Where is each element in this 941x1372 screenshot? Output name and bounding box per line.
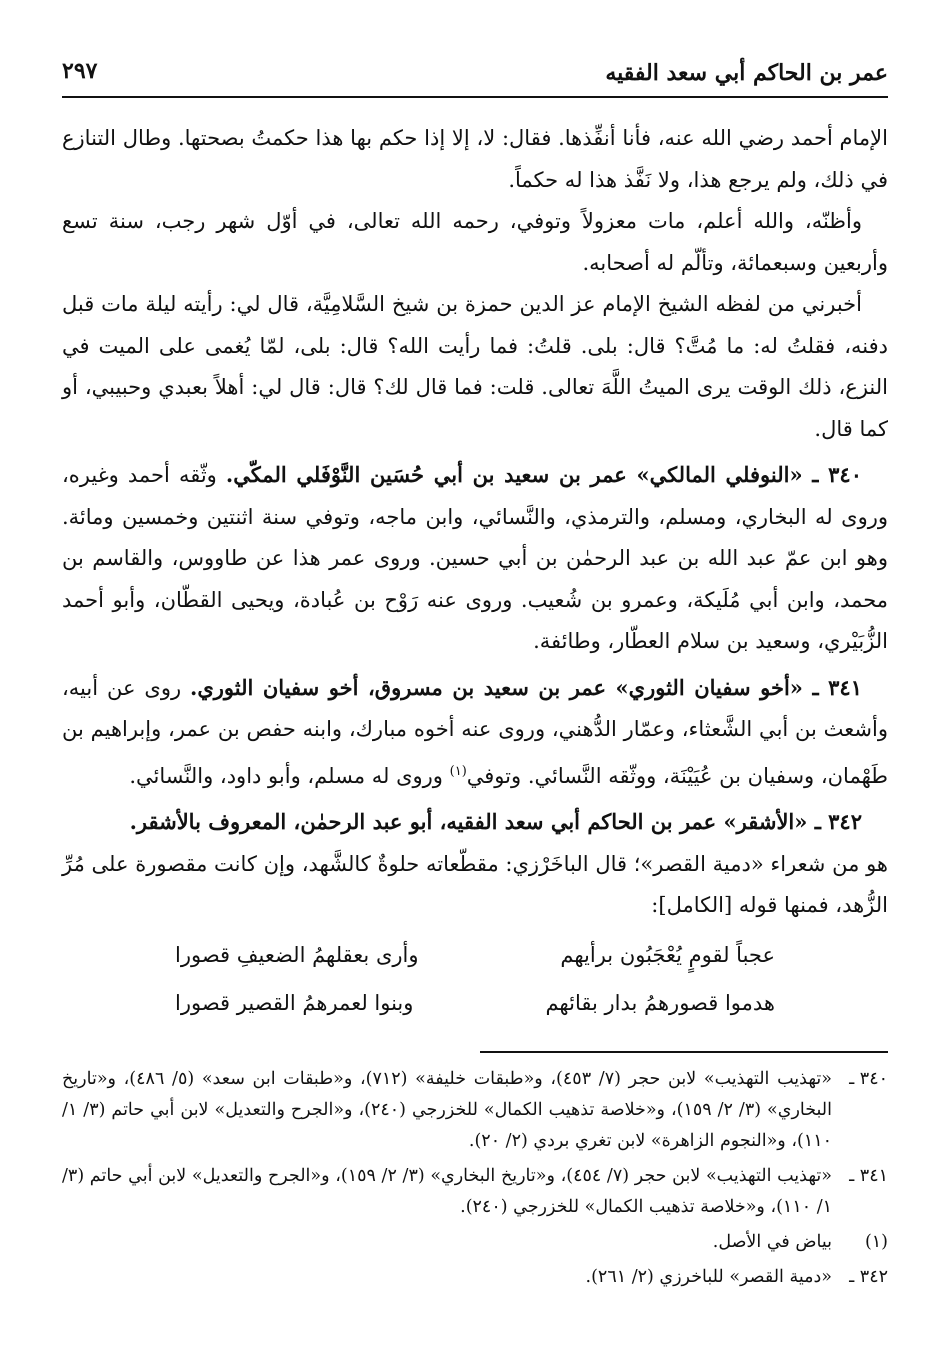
- footnote-number: ٣٤١ ـ: [849, 1166, 888, 1186]
- footnote: [62, 1161, 888, 1223]
- footnote-rule: [480, 1051, 888, 1053]
- footnote-text: «تهذيب التهذيب» لابن حجر (٧/ ٤٥٣)، و«طبقات خليفة» (٧١٢)، و«طبقات ابن سعد» (٥/ ٤٨٦)، و«تاريخ البخاري» (٣/ ٢/ ١٥٩)، و«خلاصة تذهيب الكمال» للخزرجي (٢٤٠)، و«الجرح والتعديل» لابن أبي حاتم (٣/ ١/ ١١٠)، و«النجوم الزاهرة» لابن تغري بردي (٢/ ٢٠).: [62, 1069, 833, 1151]
- paragraph: وأظنّه، والله أعلم، مات معزولاً وتوفي، رحمه الله تعالى، في أوّل شهر رجب، سنة تسع وأربعين وسبعمائة، وتألّم له أصحابه.: [62, 209, 888, 275]
- verse-second-hemistich: وبنوا لعمرهمُ القصير قصورا: [175, 990, 414, 1015]
- verse-line: [62, 979, 888, 1027]
- entry-text: وثّقه أحمد وغيره، وروى له البخاري، ومسلم، والترمذي، والنَّسائي، وابن ماجه، وتوفي سنة اثنتين وخمسين ومائة. وهو ابن عمّ عبد الله بن عبد الرحمٰن بن أبي حسين. وروى عمر هذا عن طاووس، والقاسم بن محمد، وابن أبي مُلَيكة، وعمرو بن شُعيب. وروى عنه رَوْح بن عُبادة، ويحيى القطّان، وأبو أحمد الزُّبَيْري، وسعيد بن سلام العطّار، وطائفة.: [62, 463, 888, 653]
- entry-heading: ٣٤١ ـ «أخو سفيان الثوري» عمر بن سعيد بن مسروق، أخو سفيان الثوري.: [190, 674, 862, 700]
- page-number: ٢٩٧: [62, 58, 98, 84]
- entry-340: [62, 454, 888, 663]
- entry-heading: ٣٤٠ ـ «النوفلي المالكي» عمر بن سعيد بن أبي حُسَين النَّوْفَلي المكّي.: [225, 462, 862, 487]
- footnote: [62, 1064, 888, 1157]
- paragraph: هو من شعراء «دمية القصر»؛ قال الباخَرْزي: مقطّعاته حلوةٌ كالشَّهد، وإن كانت مقصورة على مُرِّ الزُّهد، فمنها قوله [الكامل]:: [62, 851, 888, 917]
- verse-line: [62, 931, 888, 979]
- entry-heading: ٣٤٢ ـ «الأشقر» عمر بن الحاكم أبي سعد الفقيه، أبو عبد الرحمٰن، المعروف بالأشقر.: [129, 809, 862, 834]
- footnote: [62, 1227, 888, 1258]
- page-header: [62, 52, 888, 96]
- verse-first-hemistich: هدموا قصورهمُ بدار بقائهم: [545, 990, 775, 1015]
- footnote-number: ٣٤٠ ـ: [849, 1069, 888, 1089]
- entry-342: [62, 801, 888, 844]
- footnote-text: «دمية القصر» للباخرزي (٢/ ٢٦١).: [585, 1267, 832, 1287]
- verse-first-hemistich: عجباً لقومٍ يُعْجَبُون برأيهم: [560, 942, 775, 967]
- paragraph: أخبرني من لفظه الشيخ الإمام عز الدين حمزة بن شيخ السَّلامِيَّة، قال لي: رأيته ليلة مات قبل دفنه، فقلتُ له: ما مُتَّ؟ قال: بلى. قلتُ: فما رأيت الله؟ قال: بلى، لمّا يُغمى على الميت في النزع، ذلك الوقت يرى الميتُ اللَّهَ تعالى. قلت: فما قال لك؟ قال: قال لي: أهلاً بعبدي وحبيبي، أو كما قال.: [62, 292, 888, 441]
- entry-text: وروى له مسلم، وأبو داود، والنَّسائي.: [129, 763, 450, 788]
- footnote-marker: (١): [449, 763, 467, 779]
- main-text: [62, 118, 888, 1027]
- footnote: [62, 1262, 888, 1293]
- footnote-number: ٣٤٢ ـ: [849, 1267, 888, 1287]
- footnote-text: «تهذيب التهذيب» لابن حجر (٧/ ٤٥٤)، و«تاريخ البخاري» (٣/ ٢/ ١٥٩)، و«الجرح والتعديل» لابن أبي حاتم (٣/ ١/ ١١٠)، و«خلاصة تذهيب الكمال» للخزرجي (٢٤٠).: [62, 1166, 832, 1217]
- poem: [62, 931, 888, 1027]
- paragraph: الإمام أحمد رضي الله عنه، فأنا أنفِّذها. فقال: لا، إلا إذا حكم بها هذا حكمتُ بصحتها. وطال التنازع في ذلك، ولم يرجع هذا، ولا نَفَّذ هذا له حكماً.: [62, 126, 888, 192]
- header-rule: [62, 96, 888, 98]
- entry-341: [62, 667, 888, 798]
- footnote-text: بياض في الأصل.: [712, 1232, 832, 1252]
- verse-second-hemistich: وأرى بعقلهمُ الضعيفِ قصورا: [175, 942, 419, 967]
- entry-text: روى عن أبيه، وأشعث بن أبي الشَّعثاء، وعمّار الدُّهني، وروى عنه أخوه مبارك، وابنه حفص بن عمر، وإبراهيم بن طَهْمان، وسفيان بن عُيَيْنَة، ووثّقه النَّسائي. وتوفي: [62, 675, 888, 788]
- footnotes: [62, 1064, 888, 1297]
- footnote-number: (١): [864, 1232, 888, 1252]
- running-title: عمر بن الحاكم أبي سعد الفقيه: [605, 60, 888, 86]
